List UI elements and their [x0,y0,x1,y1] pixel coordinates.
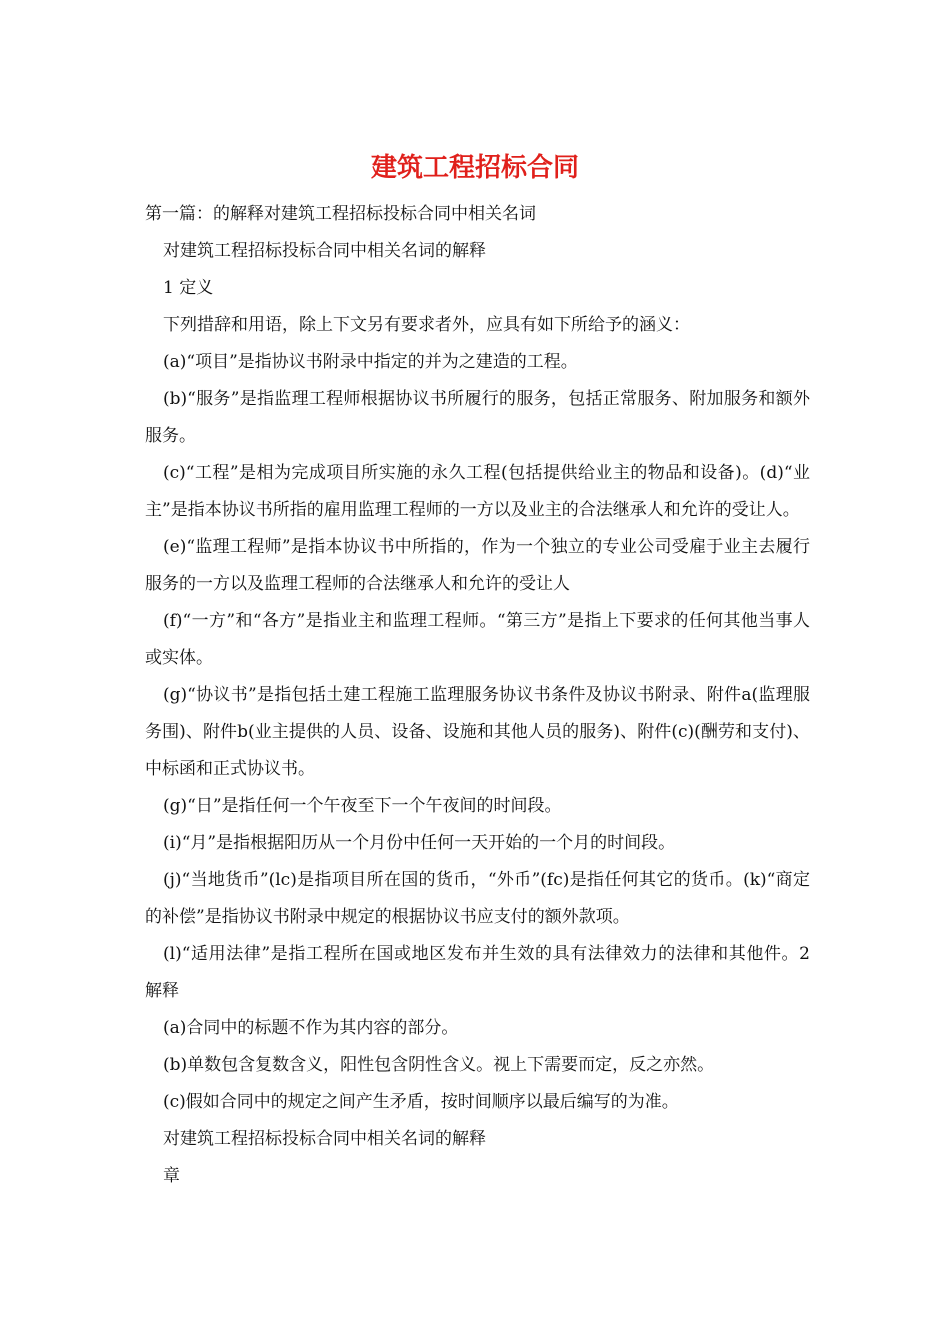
paragraph: (g)“日”是指任何一个午夜至下一个午夜间的时间段。 [163,796,562,816]
paragraph: (a)“项目”是指协议书附录中指定的并为之建造的工程。 [163,352,578,372]
paragraph: (b)“服务”是指监理工程师根据协议书所履行的服务，包括正常服务、附加服务和额外服务。 [145,389,810,446]
paragraph: (g)“协议书”是指包括土建工程施工监理服务协议书条件及协议书附录、附件a(监理服务围)、附件b(业主提供的人员、设备、设施和其他人员的服务)、附件(c)(酬劳和支付)、中标函和正式协议书。 [145,685,810,779]
paragraph: (c)假如合同中的规定之间产生矛盾，按时间顺序以最后编写的为准。 [163,1092,679,1112]
paragraph: (c)“工程”是相为完成项目所实施的永久工程(包括提供给业主的物品和设备)。(d)“业主”是指本协议书所指的雇用监理工程师的一方以及业主的合法继承人和允许的受让人。 [145,463,810,520]
paragraph: (l)“适用法律”是指工程所在国或地区发布并生效的具有法律效力的法律和其他件。2 解释 [145,944,810,1001]
paragraph: (f)“一方”和“各方”是指业主和监理工程师。“第三方”是指上下要求的任何其他当事人或实体。 [145,611,810,668]
paragraph: (a)合同中的标题不作为其内容的部分。 [163,1018,459,1038]
paragraph: 1 定义 [163,278,214,298]
paragraph-section-heading: 第一篇：的解释对建筑工程招标投标合同中相关名词 [145,204,536,224]
document-body [145,196,810,1195]
paragraph: 下列措辞和用语，除上下文另有要求者外，应具有如下所给予的涵义： [163,315,690,335]
paragraph: (b)单数包含复数含义，阳性包含阴性含义。视上下需要而定，反之亦然。 [163,1055,715,1075]
document-title: 建筑工程招标合同 [370,153,579,183]
paragraph: 对建筑工程招标投标合同中相关名词的解释 [163,241,486,261]
paragraph: (e)“监理工程师”是指本协议书中所指的，作为一个独立的专业公司受雇于业主去履行服务的一方以及监理工程师的合法继承人和允许的受让人 [145,537,810,594]
paragraph: 章 [163,1166,180,1186]
paragraph: (i)“月”是指根据阳历从一个月份中任何一天开始的一个月的时间段。 [163,833,676,853]
paragraph: (j)“当地货币”(lc)是指项目所在国的货币，“外币”(fc)是指任何其它的货币。(k)“商定的补偿”是指协议书附录中规定的根据协议书应支付的额外款项。 [145,870,810,927]
paragraph: 对建筑工程招标投标合同中相关名词的解释 [163,1129,486,1149]
